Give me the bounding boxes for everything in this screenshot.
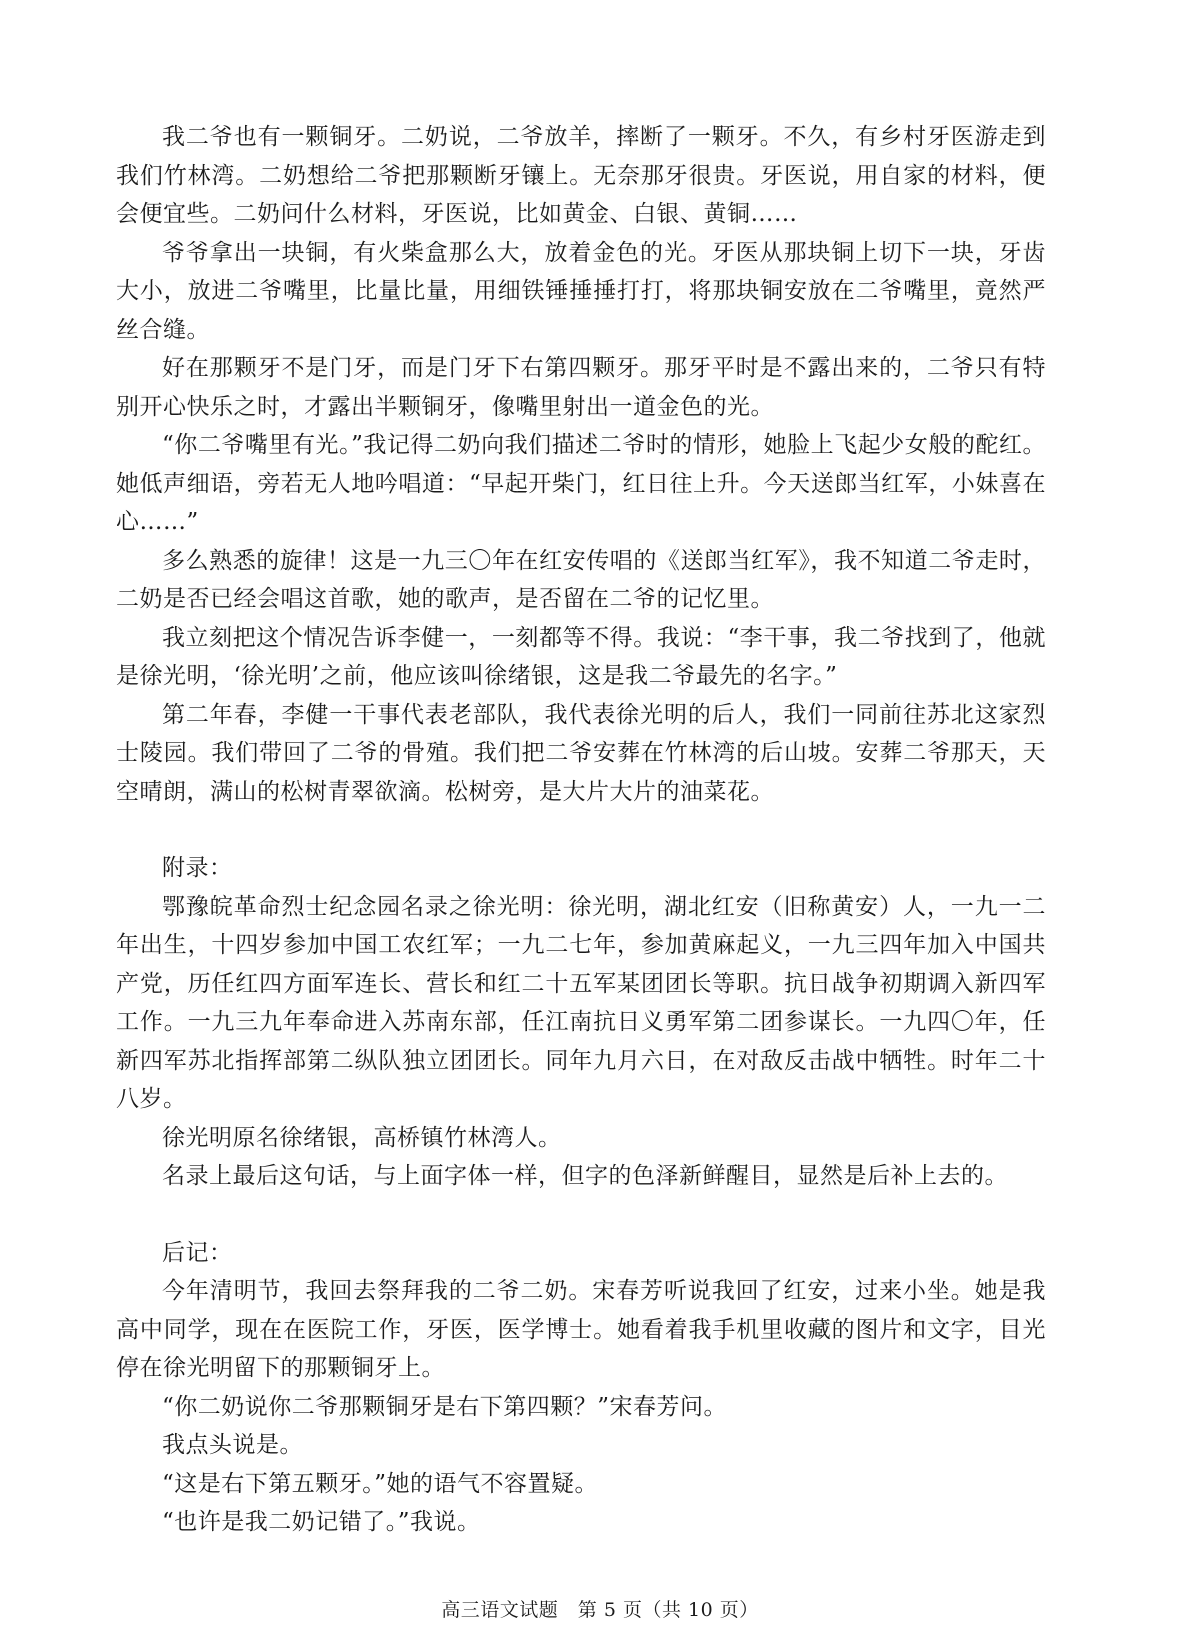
appendix-paragraph: 鄂豫皖革命烈士纪念园名录之徐光明：徐光明，湖北红安（旧称黄安）人，一九一二年出生，十四岁参加中国工农红军；一九二七年，参加黄麻起义，一九三四年加入中国共产党，历任红四方面军连长、营长和红二十五军某团团长等职。抗日战争初期调入新四军工作。一九三九年奉命进入苏南东部，任江南抗日义勇军第二团参谋长。一九四〇年，任新四军苏北指挥部第二纵队独立团团长。同年九月六日，在对敌反击战中牺牲。时年二十八岁。 bbox=[116, 893, 1046, 1112]
section-gap bbox=[116, 1196, 1046, 1234]
body-paragraph: 我立刻把这个情况告诉李健一，一刻都等不得。我说：“李干事，我二爷找到了，他就是徐光明，‘徐光明’之前，他应该叫徐绪银，这是我二爷最先的名字。” bbox=[116, 624, 1046, 689]
body-paragraph: 多么熟悉的旋律！这是一九三〇年在红安传唱的《送郎当红军》，我不知道二爷走时，二奶是否已经会唱这首歌，她的歌声，是否留在二爷的记忆里。 bbox=[116, 547, 1046, 612]
body-paragraph: “你二爷嘴里有光。”我记得二奶向我们描述二爷时的情形，她脸上飞起少女般的酡红。她低声细语，旁若无人地吟唱道：“早起开柴门，红日往上升。今天送郎当红军，小妹喜在心……” bbox=[116, 432, 1046, 535]
body-paragraph: 爷爷拿出一块铜，有火柴盒那么大，放着金色的光。牙医从那块铜上切下一块，牙齿大小，放进二爷嘴里，比量比量，用细铁锤捶捶打打，将那块铜安放在二爷嘴里，竟然严丝合缝。 bbox=[116, 239, 1046, 343]
body-paragraph: 我二爷也有一颗铜牙。二奶说，二爷放羊，摔断了一颗牙。不久，有乡村牙医游走到我们竹林湾。二奶想给二爷把那颗断牙镶上。无奈那牙很贵。牙医说，用自家的材料，便会便宜些。二奶问什么材料，牙医说，比如黄金、白银、黄铜…… bbox=[116, 124, 1046, 227]
postscript-paragraph: “也许是我二奶记错了。”我说。 bbox=[162, 1509, 481, 1535]
page-footer: 高三语文试题 第 5 页（共 10 页） bbox=[441, 1599, 759, 1621]
postscript-paragraph: 今年清明节，我回去祭拜我的二爷二奶。宋春芳听说我回了红安，过来小坐。她是我高中同学，现在在医院工作，牙医，医学博士。她看着我手机里收藏的图片和文字，目光停在徐光明留下的那颗铜牙上。 bbox=[116, 1278, 1046, 1381]
postscript-paragraph: “这是右下第五颗牙。”她的语气不容置疑。 bbox=[162, 1470, 599, 1497]
postscript-paragraph: “你二奶说你二爷那颗铜牙是右下第四颗？”宋春芳问。 bbox=[162, 1393, 728, 1420]
appendix-paragraph: 名录上最后这句话，与上面字体一样，但字的色泽新鲜醒目，显然是后补上去的。 bbox=[162, 1163, 1008, 1189]
section-gap bbox=[116, 811, 1046, 849]
appendix-heading: 附录： bbox=[162, 855, 233, 881]
body-paragraph: 好在那颗牙不是门牙，而是门牙下右第四颗牙。那牙平时是不露出来的，二爷只有特别开心快乐之时，才露出半颗铜牙，像嘴里射出一道金色的光。 bbox=[116, 355, 1046, 420]
body-paragraph: 第二年春，李健一干事代表老部队，我代表徐光明的后人，我们一同前往苏北这家烈士陵园。我们带回了二爷的骨殖。我们把二爷安葬在竹林湾的后山坡。安葬二爷那天，天空晴朗，满山的松树青翠欲滴。松树旁，是大片大片的油菜花。 bbox=[116, 701, 1046, 805]
document-page bbox=[116, 118, 1046, 1542]
postscript-paragraph: 我点头说是。 bbox=[162, 1432, 303, 1458]
postscript-heading: 后记： bbox=[162, 1239, 233, 1266]
appendix-paragraph: 徐光明原名徐绪银，高桥镇竹林湾人。 bbox=[162, 1124, 562, 1151]
